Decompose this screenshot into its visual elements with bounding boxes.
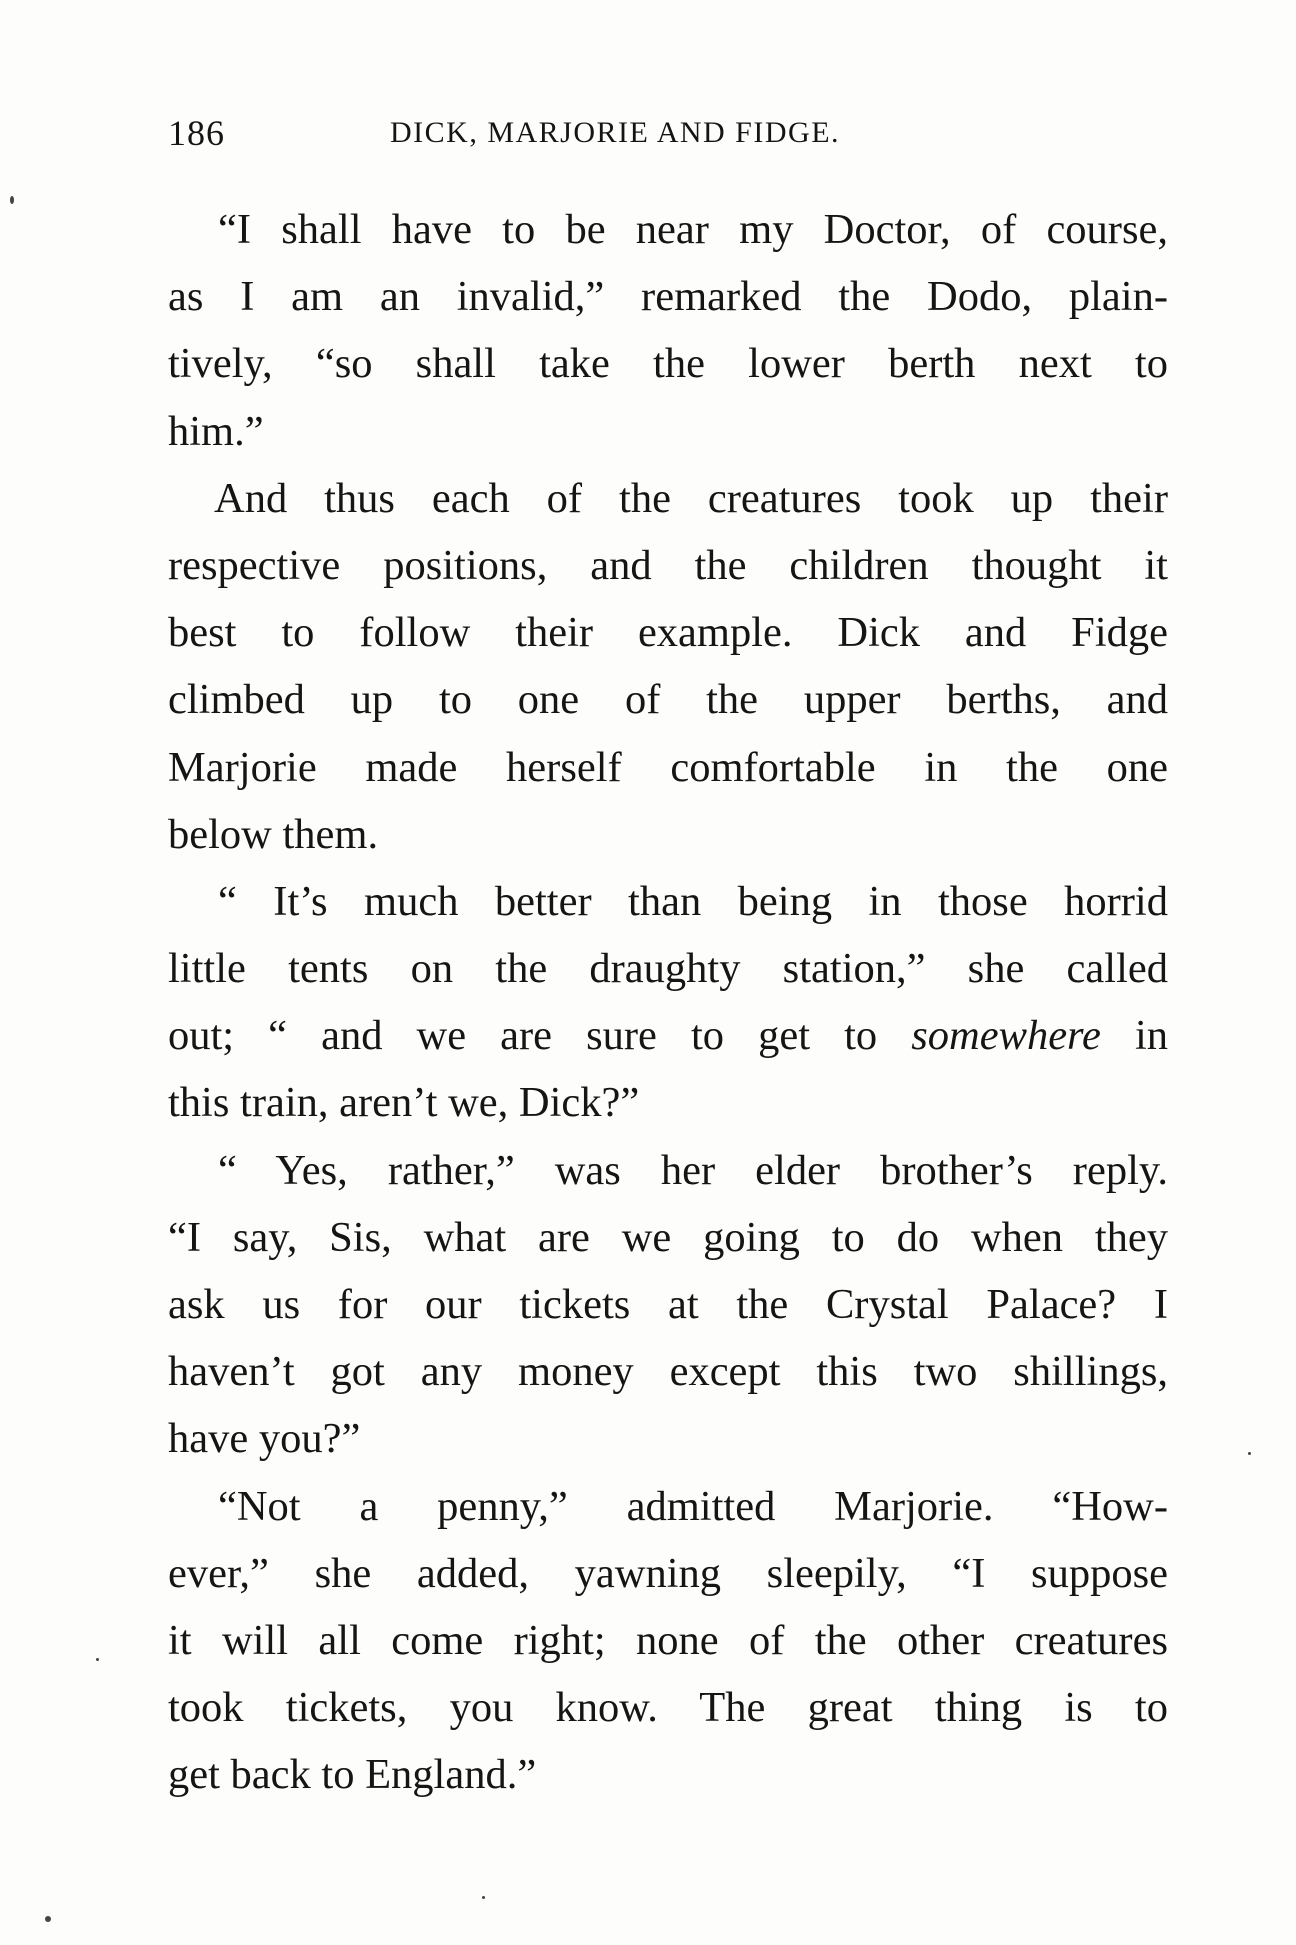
text-line: him.” [168, 407, 264, 455]
page-number: 186 [168, 113, 225, 153]
text-line: tively, “so shall take the lower berth next to [168, 340, 1168, 388]
text-line: Marjorie made herself comfortable in the one [168, 743, 1168, 791]
text-line: best to follow their example. Dick and Fidge [168, 609, 1168, 657]
running-title: DICK, MARJORIE AND FIDGE. [390, 116, 841, 149]
scan-speck [45, 1916, 51, 1922]
body-text [168, 196, 1168, 1809]
text-line: ask us for our tickets at the Crystal Palace? I [168, 1281, 1168, 1328]
scan-speck [96, 1658, 99, 1661]
text-line: took tickets, you know. The great thing is to [168, 1684, 1168, 1732]
text-line: haven’t got any money except this two shillings, [168, 1348, 1168, 1396]
text-line: this train, aren’t we, Dick?” [168, 1079, 640, 1127]
text-line: “ Yes, rather,” was her elder brother’s reply. [218, 1146, 1168, 1194]
text-line: climbed up to one of the upper berths, and [168, 676, 1168, 724]
text-line: “I say, Sis, what are we going to do when they [168, 1213, 1168, 1261]
text-line: have you?” [168, 1415, 361, 1463]
text-line: get back to England.” [168, 1751, 537, 1799]
text-line: below them. [168, 810, 379, 858]
text-line: “I shall have to be near my Doctor, of course, [218, 206, 1168, 253]
scan-speck [10, 196, 14, 204]
scan-speck [482, 1896, 485, 1899]
text-run: in [1134, 1012, 1169, 1060]
scan-speck [1248, 1452, 1251, 1455]
text-line: And thus each of the creatures took up their [214, 474, 1168, 522]
text-line: ever,” she added, yawning sleepily, “I suppose [168, 1549, 1168, 1597]
text-line [168, 1002, 1168, 1069]
text-line: it will all come right; none of the other creatures [168, 1616, 1168, 1664]
text-line: little tents on the draughty station,” she called [168, 945, 1168, 993]
text-line: “ It’s much better than being in those horrid [218, 877, 1168, 925]
italic-word: somewhere [911, 1012, 1101, 1060]
running-head [168, 112, 1168, 160]
text-line: respective positions, and the children thought it [168, 541, 1168, 589]
text-line: as I am an invalid,” remarked the Dodo, plain- [168, 273, 1168, 321]
text-run: out; “ and we are sure to get to [168, 1012, 878, 1060]
text-line: “Not a penny,” admitted Marjorie. “How- [218, 1482, 1168, 1530]
